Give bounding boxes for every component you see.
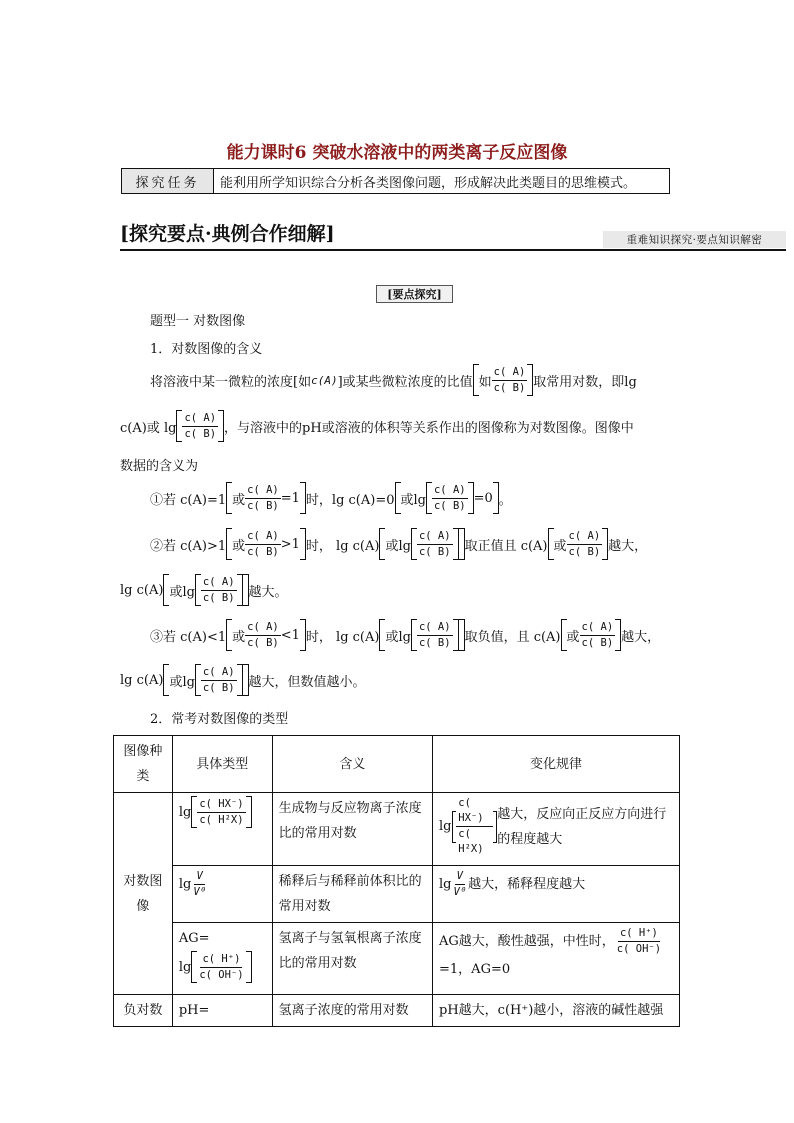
task-text: 能利用所学知识综合分析各类图像问题，形成解决此类题目的思维模式。 <box>220 175 637 191</box>
table-cell <box>172 923 272 995</box>
table-group-cell: 负对数 <box>114 995 173 1027</box>
text-span: 或lg <box>169 584 195 600</box>
text-span: ③若 c(A)<1 <box>150 629 227 645</box>
table-cell: 氢离子浓度的常用对数 <box>272 995 432 1027</box>
text-span: 或lg <box>385 538 411 554</box>
item1-heading: 1．对数图像的含义 <box>150 342 263 357</box>
fraction-den: c( B) <box>433 499 466 512</box>
fraction <box>197 797 245 828</box>
text-span: 时，lg c(A)=0 <box>305 492 395 508</box>
table-row <box>114 995 680 1027</box>
text-span: 时， lg c(A) <box>305 629 380 645</box>
fraction-den: c( B) <box>418 636 451 649</box>
fraction <box>245 620 281 651</box>
fraction-den: c( B) <box>202 681 235 694</box>
key-points-label: [要点探究] <box>376 285 453 303</box>
para-line-1 <box>150 360 637 400</box>
text-span: AG越大，酸性越强，中性时， <box>439 934 615 949</box>
fraction <box>245 529 281 560</box>
table-cell: pH= <box>172 995 272 1027</box>
fraction-num: c( H⁺) <box>618 926 660 942</box>
text-span: =1，AG=0 <box>439 962 511 977</box>
table-cell <box>433 923 680 995</box>
fraction-num: c( A) <box>432 483 468 499</box>
table-header-cell: 变化规律 <box>433 736 680 793</box>
fraction <box>456 796 492 857</box>
fraction-den: c( H²X) <box>458 828 484 855</box>
fraction-num: c( A) <box>245 529 281 545</box>
fraction-den: c( OH⁻) <box>199 968 244 981</box>
text-span: >1 <box>280 536 300 552</box>
para-line-3: 数据的含义为 <box>120 459 199 474</box>
bracket-right <box>246 796 252 828</box>
table-cell: 氢离子与氢氧根离子浓度比的常用对数 <box>272 923 432 995</box>
text-span: lg <box>439 877 452 892</box>
text-span: 越大，稀释程度越大 <box>468 877 586 892</box>
text-span: 取正值且 c(A) <box>464 538 548 554</box>
case-2-cont <box>120 570 288 610</box>
text-span: 越大，反应向正反应方向进行的程度越大 <box>497 806 667 847</box>
fraction-num: c( A) <box>182 411 218 427</box>
text-span: 或lg <box>385 629 411 645</box>
fraction-den: V⁰ <box>193 886 206 898</box>
fraction <box>580 620 616 651</box>
fraction <box>567 529 603 560</box>
fraction-den: c( B) <box>202 591 235 604</box>
table-row <box>114 923 680 995</box>
text-span: AG= <box>178 931 210 946</box>
type-title: 题型一 对数图像 <box>150 314 246 329</box>
fraction-den: c( B) <box>418 545 451 558</box>
text-span: 或lg <box>169 674 195 690</box>
fraction <box>191 869 208 900</box>
fraction <box>201 575 237 606</box>
fraction-num: c( HX⁻) <box>456 796 492 827</box>
fraction <box>197 952 245 983</box>
text-span: 越大。 <box>248 584 288 600</box>
text-span: =0 <box>473 490 493 506</box>
text-span: lg <box>178 959 192 975</box>
text-span: <1 <box>280 627 300 643</box>
table-row <box>114 793 680 866</box>
table-group-cell: 对数图像 <box>114 793 173 995</box>
table-cell <box>172 793 272 866</box>
text-span: 时， lg c(A) <box>305 538 380 554</box>
fraction <box>452 869 469 900</box>
text-span: 取常用对数，即lg <box>533 374 637 390</box>
text-span: 或 <box>232 538 246 554</box>
case-3 <box>150 615 660 655</box>
table-cell: pH越大，c(H⁺)越小，溶液的碱性越强 <box>433 995 680 1027</box>
fraction-num: c( A) <box>567 529 603 545</box>
task-box <box>121 168 670 194</box>
fraction-num: c( A) <box>245 620 281 636</box>
table-header-cell: 含义 <box>272 736 432 793</box>
fraction-den: V⁰ <box>453 886 467 898</box>
fraction-den: c( B) <box>568 545 601 558</box>
text-span: 或 <box>232 629 246 645</box>
case-1 <box>150 478 512 518</box>
bracket-right <box>246 951 252 983</box>
table-cell: 稀释后与稀释前体积比的常用对数 <box>272 866 432 923</box>
fraction <box>201 665 237 696</box>
task-label: 探究任务 <box>122 169 214 193</box>
page-title: 能力课时6 突破水溶液中的两类离子反应图像 <box>226 143 568 163</box>
text-span: 越大， <box>608 538 648 554</box>
table-cell <box>433 866 680 923</box>
fraction-num: c( A) <box>417 529 453 545</box>
text-span: 如 <box>478 374 492 390</box>
table-header-cell: 图像种类 <box>114 736 173 793</box>
fraction-den: c( H²X) <box>199 813 244 826</box>
text-span: ②若 c(A)>1 <box>150 538 227 554</box>
fraction <box>245 483 281 514</box>
section-tag: 重难知识探究·要点知识解密 <box>603 231 786 248</box>
text-span: ①若 c(A)=1 <box>150 492 227 508</box>
log-graph-types-table <box>113 735 680 1027</box>
text-span: 越大， <box>621 629 661 645</box>
fraction <box>432 483 468 514</box>
case-2 <box>150 524 647 564</box>
text-span: 将溶液中某一微粒的浓度[如 <box>150 374 312 390</box>
section-heading: [探究要点·典例合作细解] <box>120 223 335 245</box>
table-header-cell: 具体类型 <box>172 736 272 793</box>
table-cell <box>433 793 680 866</box>
fraction <box>417 620 453 651</box>
fraction-num: c( A) <box>201 575 237 591</box>
text-span: 或 <box>232 492 246 508</box>
fraction-num: V <box>455 869 465 885</box>
text-span: 或 <box>553 538 567 554</box>
text-span: =1 <box>280 490 300 506</box>
fraction-num: c( A) <box>201 665 237 681</box>
text-span: c(A)或 lg <box>120 420 177 436</box>
text-span: ]或某些微粒浓度的比值 <box>337 374 473 390</box>
fraction-den: c( B) <box>493 381 526 394</box>
item2-heading: 2．常考对数图像的类型 <box>150 712 289 727</box>
fraction <box>492 365 528 396</box>
case-3-cont <box>120 660 366 700</box>
text-span: lg <box>178 877 192 892</box>
text-span: lg <box>178 804 192 820</box>
section-divider <box>120 249 786 251</box>
fraction-num: V <box>194 869 204 885</box>
text-span: lg c(A) <box>120 672 164 688</box>
text-span: 取负值，且 c(A) <box>464 629 561 645</box>
text-span: 或 <box>566 629 580 645</box>
fraction-num: c( A) <box>492 365 528 381</box>
text-span: 。 <box>498 492 512 508</box>
para-line-2 <box>120 406 634 446</box>
text-span: 越大，但数值越小。 <box>248 674 366 690</box>
fraction-den: c( B) <box>247 636 279 649</box>
fraction <box>615 926 663 957</box>
table-cell: 生成物与反应物离子浓度比的常用对数 <box>272 793 432 866</box>
fraction <box>417 529 453 560</box>
fraction-num: c( A) <box>580 620 616 636</box>
fraction-den: c( OH⁻) <box>616 943 662 955</box>
text-span: 或lg <box>400 492 426 508</box>
table-row <box>114 866 680 923</box>
text-span: lg <box>439 819 452 834</box>
table-cell <box>172 866 272 923</box>
fraction-den: c( B) <box>184 427 217 440</box>
fraction-num: c( H⁺) <box>200 952 242 968</box>
text-span: ，与溶液中的pH或溶液的体积等关系作出的图像称为对数图像。图像中 <box>224 420 634 436</box>
fraction-num: c( A) <box>417 620 453 636</box>
text-span: lg c(A) <box>120 582 164 598</box>
fraction-num: c( A) <box>245 483 281 499</box>
fraction-num: c( HX⁻) <box>197 797 245 813</box>
fraction <box>182 411 218 442</box>
fraction-den: c( B) <box>247 545 279 558</box>
fraction-den: c( B) <box>581 636 614 649</box>
table-header-row <box>114 736 680 793</box>
fraction-den: c( B) <box>247 499 279 512</box>
text-span: c(A) <box>311 373 338 387</box>
